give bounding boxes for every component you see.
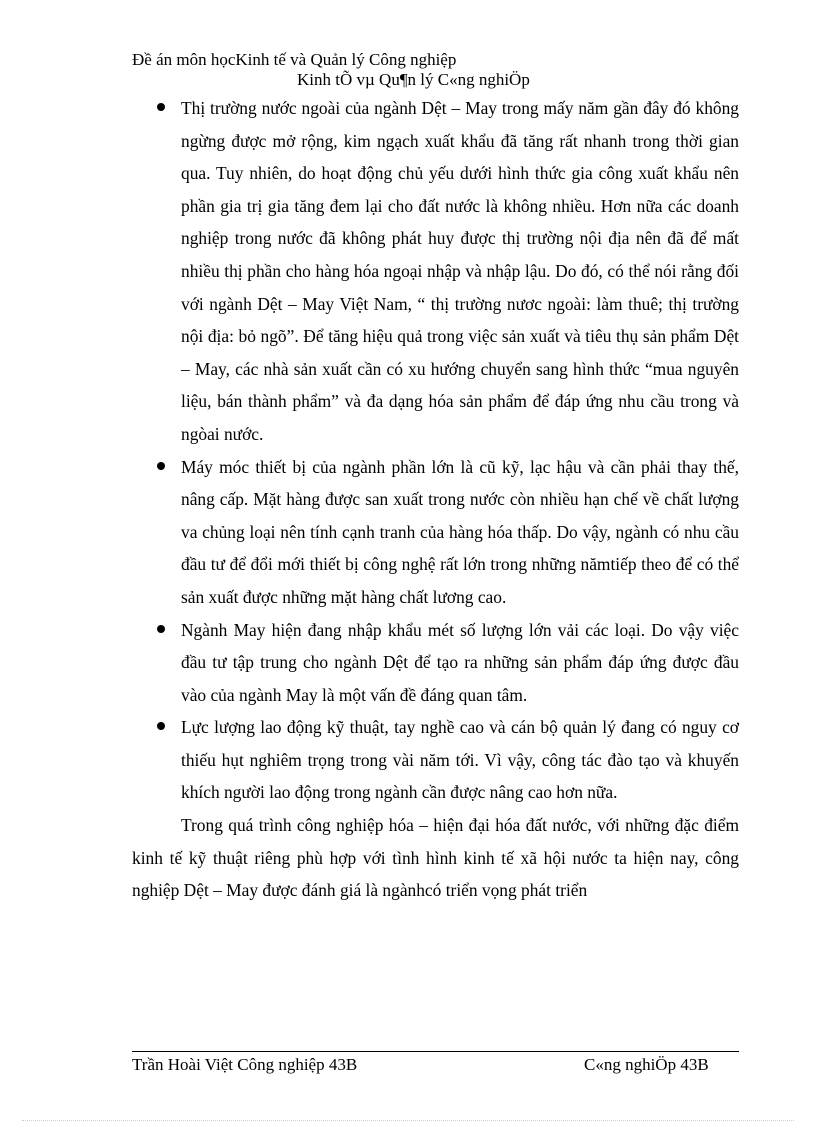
footer-divider bbox=[132, 1051, 739, 1052]
bullet-dot-icon bbox=[157, 103, 165, 111]
running-header-title: Đề án môn họcKinh tế và Quản lý Công nghiệp bbox=[132, 50, 457, 69]
bullet-item bbox=[132, 711, 739, 809]
bullet-text: Thị trường nước ngoài của ngành Dệt – May trong mấy năm gần đây đó không ngừng được mở rộng, kim ngạch xuất khẩu đã tăng rất nhanh trong thời gian qua. Tuy nhiên, do hoạt động chủ yếu dưới hình thức gia công xuất khẩu nên phần gia trị gia tăng đem lại cho đất nước là không nhiều. Hơn nữa các doanh nghiệp trong nước đã không phát huy được thị trường nội địa nên đã để mất nhiều thị phần cho hàng hóa ngoại nhập và nhập lậu. Do đó, có thể nói rằng đối với ngành Dệt – May Việt Nam, “ thị trường nươc ngoài: làm thuê; thị trường nội địa: bỏ ngõ”. Để tăng hiệu quả trong việc sản xuất và tiêu thụ sản phẩm Dệt – May, các nhà sản xuất cần có xu hướng chuyển sang hình thức “mua nguyên liệu, bán thành phẩm” và đa dạng hóa sản phẩm để đáp ứng nhu cầu trong và ngòai nước. bbox=[181, 98, 739, 444]
bullet-dot-icon bbox=[157, 625, 165, 633]
bullet-dot-icon bbox=[157, 462, 165, 470]
bullet-item bbox=[132, 614, 739, 712]
bullet-text: Ngành May hiện đang nhập khẩu mét số lượng lớn vải các loại. Do vậy việc đầu tư tập trung cho ngành Dệt để tạo ra những sản phẩm đáp ứng được đầu vào của ngành May là một vấn đề đáng quan tâm. bbox=[181, 619, 739, 705]
bullet-text: Máy móc thiết bị của ngành phần lớn là cũ kỹ, lạc hậu và cần phải thay thế, nâng cấp. Mặt hàng được san xuất trong nước còn nhiều hạn chế về chất lượng va chủng loại nên tính cạnh tranh của hàng hóa thấp. Do vậy, ngành có nhu cầu đầu tư để đổi mới thiết bị công nghệ rất lớn trong những nămtiếp theo để có thể sản xuất được những mặt hàng chất lương cao. bbox=[181, 456, 739, 607]
bullet-item bbox=[132, 451, 739, 614]
bullet-dot-icon bbox=[157, 722, 165, 730]
bullet-text: Lực lượng lao động kỹ thuật, tay nghề cao và cán bộ quản lý đang có nguy cơ thiếu hụt nghiêm trọng trong vài năm tới. Vì vậy, công tác đào tạo và khuyến khích người lao động trong ngành cần được nâng cao hơn nữa. bbox=[181, 717, 739, 803]
bullet-list bbox=[132, 92, 739, 809]
bullet-item bbox=[132, 92, 739, 451]
page-bottom-edge bbox=[22, 1120, 794, 1121]
footer-class: C«ng nghiÖp 43B bbox=[584, 1055, 709, 1074]
footer-author: Trần Hoài Việt Công nghiệp 43B bbox=[132, 1055, 358, 1074]
closing-paragraph: Trong quá trình công nghiệp hóa – hiện đại hóa đất nước, với những đặc điểm kinh tế kỹ thuật riêng phù hợp với tình hình kinh tế xã hội nước ta hiện nay, công nghiệp Dệt – May được đánh giá là ngànhcó triển vọng phát triển bbox=[132, 815, 739, 901]
running-header-subtitle: Kinh tÕ vµ Qu¶n lý C«ng nghiÖp bbox=[297, 70, 530, 89]
page-body bbox=[132, 92, 739, 907]
